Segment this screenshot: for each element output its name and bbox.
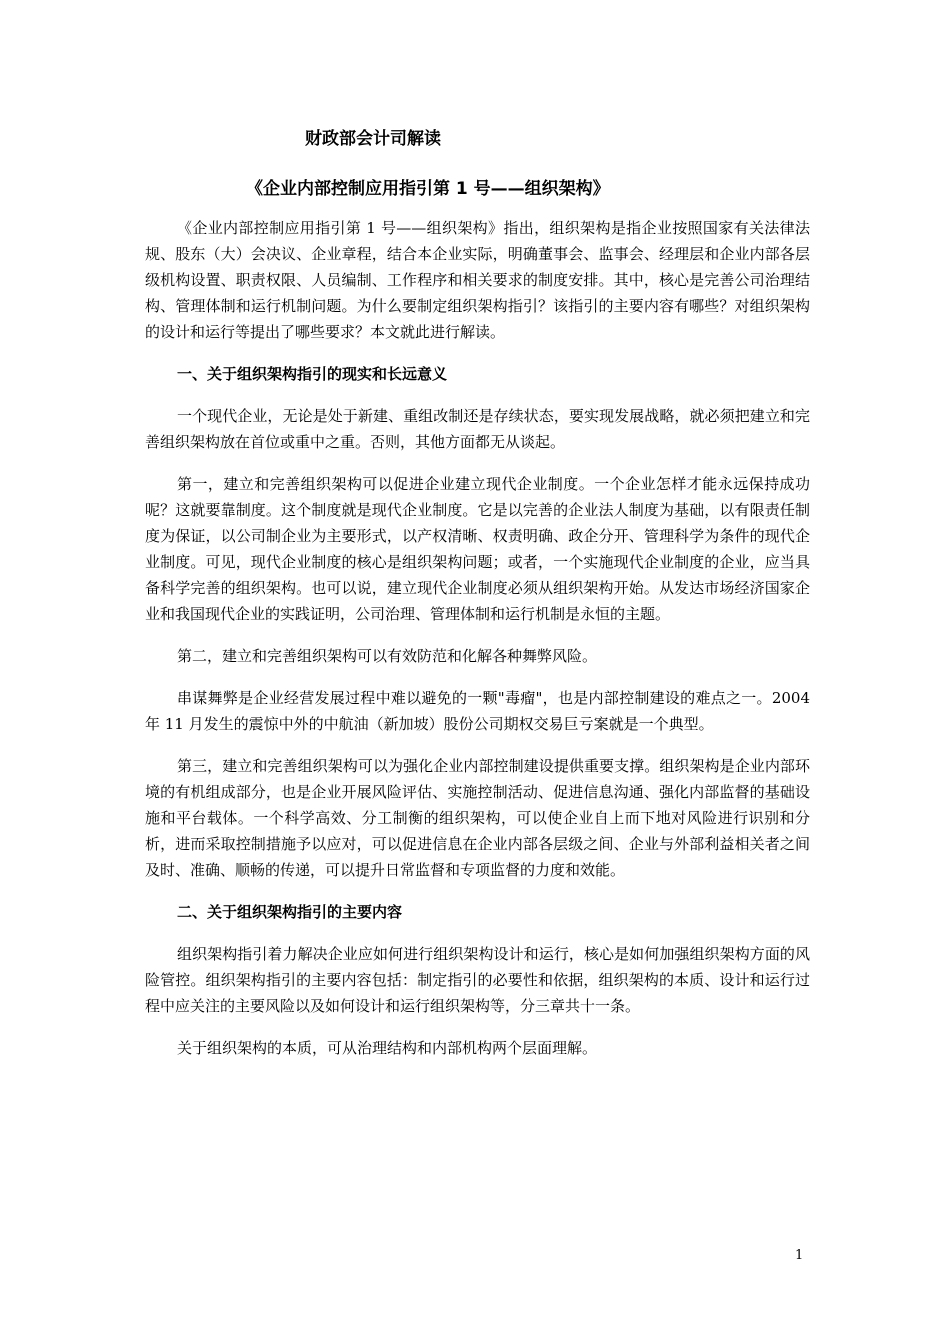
document-subtitle: 《企业内部控制应用指引第 1 号——组织架构》 [246, 179, 610, 199]
paragraph: 第二，建立和完善组织架构可以有效防范和化解各种舞弊风险。 [177, 647, 598, 665]
paragraph: 一个现代企业，无论是处于新建、重组改制还是存续状态，要实现发展战略，就必须把建立和完善组织架构放在首位或重中之重。否则，其他方面都无从谈起。 [145, 407, 810, 451]
paragraph: 组织架构指引着力解决企业应如何进行组织架构设计和运行，核心是如何加强组织架构方面的风险管控。组织架构指引的主要内容包括：制定指引的必要性和依据，组织架构的本质、设计和运行过程中应关注的主要风险以及如何设计和运行组织架构等，分三章共十一条。 [145, 945, 810, 1015]
section-heading-2: 二、关于组织架构指引的主要内容 [177, 903, 403, 921]
paragraph: 关于组织架构的本质，可从治理结构和内部机构两个层面理解。 [177, 1039, 598, 1057]
document-title: 财政部会计司解读 [305, 129, 441, 149]
paragraph: 第一，建立和完善组织架构可以促进企业建立现代企业制度。一个企业怎样才能永远保持成功呢？这就要靠制度。这个制度就是现代企业制度。它是以完善的企业法人制度为基础，以有限责任制度为保证，以公司制企业为主要形式，以产权清晰、权责明确、政企分开、管理科学为条件的现代企业制度。可见，现代企业制度的核心是组织架构问题；或者，一个实施现代企业制度的企业，应当具备科学完善的组织架构。也可以说，建立现代企业制度必须从组织架构开始。从发达市场经济国家企业和我国现代企业的实践证明，公司治理、管理体制和运行机制是永恒的主题。 [145, 475, 810, 623]
paragraph: 串谋舞弊是企业经营发展过程中难以避免的一颗"毒瘤"，也是内部控制建设的难点之一。2004 年 11 月发生的震惊中外的中航油（新加坡）股份公司期权交易巨亏案就是一个典型。 [145, 689, 810, 733]
intro-paragraph: 《企业内部控制应用指引第 1 号——组织架构》指出，组织架构是指企业按照国家有关法律法规、股东（大）会决议、企业章程，结合本企业实际，明确董事会、监事会、经理层和企业内部各层级机构设置、职责权限、人员编制、工作程序和相关要求的制度安排。其中，核心是完善公司治理结构、管理体制和运行机制问题。为什么要制定组织架构指引？该指引的主要内容有哪些？对组织架构的设计和运行等提出了哪些要求？本文就此进行解读。 [145, 219, 810, 341]
document-body [145, 215, 810, 1061]
section-heading-1: 一、关于组织架构指引的现实和长远意义 [177, 365, 448, 383]
paragraph: 第三，建立和完善组织架构可以为强化企业内部控制建设提供重要支撑。组织架构是企业内部环境的有机组成部分，也是企业开展风险评估、实施控制活动、促进信息沟通、强化内部监督的基础设施和平台载体。一个科学高效、分工制衡的组织架构，可以使企业自上而下地对风险进行识别和分析，进而采取控制措施予以应对，可以促进信息在企业内部各层级之间、企业与外部利益相关者之间及时、准确、顺畅的传递，可以提升日常监督和专项监督的力度和效能。 [145, 757, 810, 879]
page-number: 1 [795, 1248, 804, 1263]
